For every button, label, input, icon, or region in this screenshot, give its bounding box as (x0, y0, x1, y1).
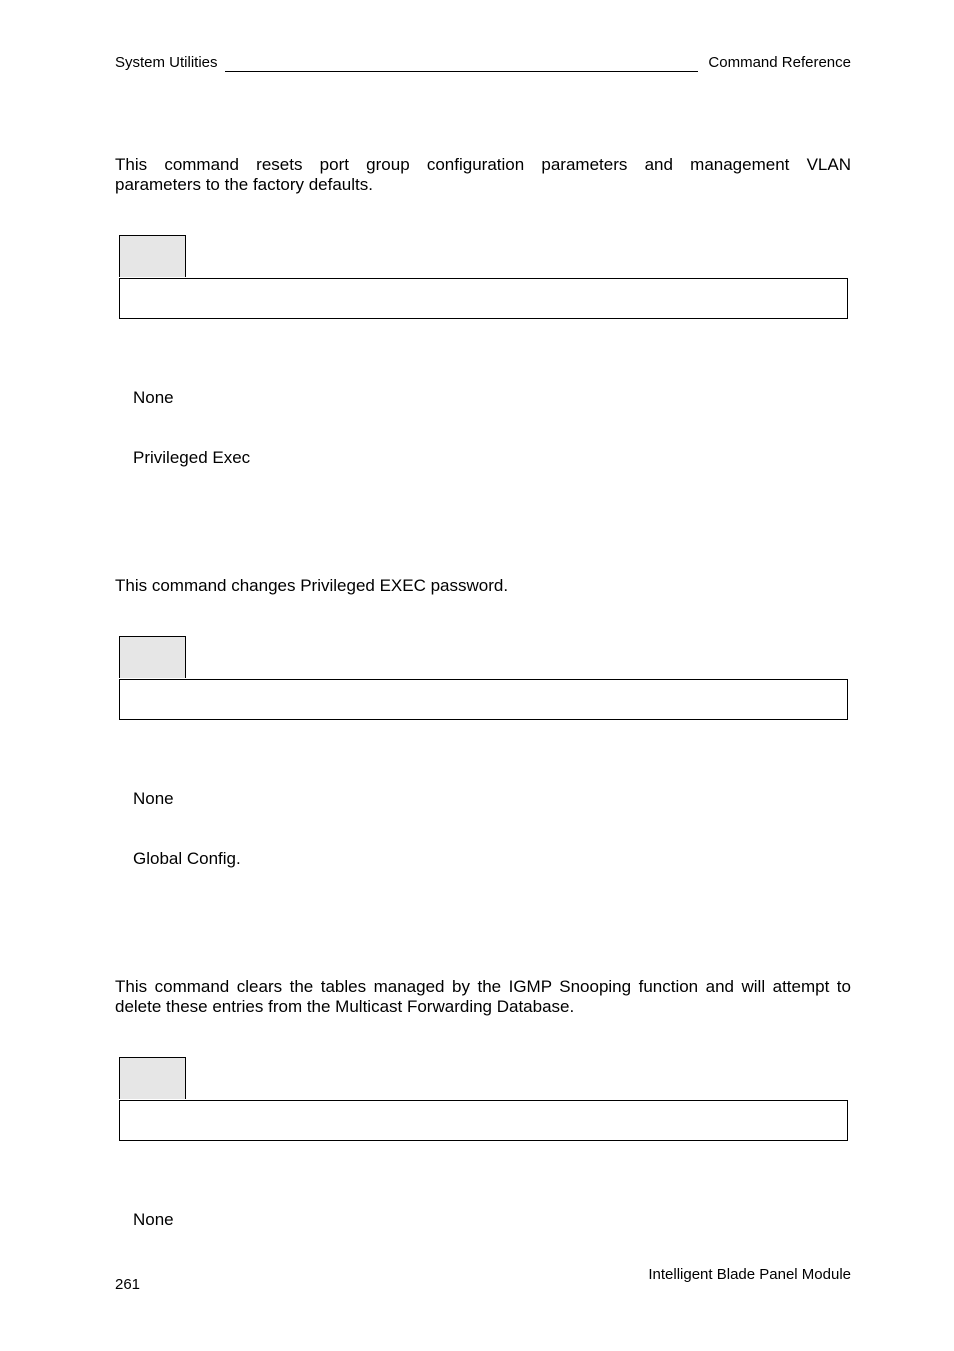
footer-document-title: Intelligent Blade Panel Module (648, 1266, 851, 1283)
header-document-title: Command Reference (708, 54, 851, 71)
section-2-mode-value: Global Config. (133, 849, 241, 868)
header-rule (225, 71, 698, 72)
section-2-format-box (119, 679, 848, 720)
header-section-title: System Utilities (115, 54, 218, 71)
section-1-format-box (119, 278, 848, 319)
section-3-format-box (119, 1100, 848, 1141)
section-2-default-value: None (133, 789, 174, 808)
page-number: 261 (115, 1276, 141, 1293)
page-header (115, 54, 851, 74)
section-1-format-tab (119, 235, 186, 277)
section-3-description-line-2: delete these entries from the Multicast Forwarding Database. (115, 997, 575, 1016)
section-1-description-line-1: This command resets port group configuration parameters and management VLAN (115, 155, 851, 174)
section-1-default-value: None (133, 388, 174, 407)
section-2-description: This command changes Privileged EXEC password. (115, 576, 509, 595)
section-3-default-value: None (133, 1210, 174, 1229)
section-3-description-line-1: This command clears the tables managed by the IGMP Snooping function and will attempt to (115, 977, 851, 996)
section-2-format-tab (119, 636, 186, 678)
section-1-description-line-2: parameters to the factory defaults. (115, 175, 373, 194)
section-1-mode-value: Privileged Exec (133, 448, 251, 467)
section-3-format-tab (119, 1057, 186, 1099)
